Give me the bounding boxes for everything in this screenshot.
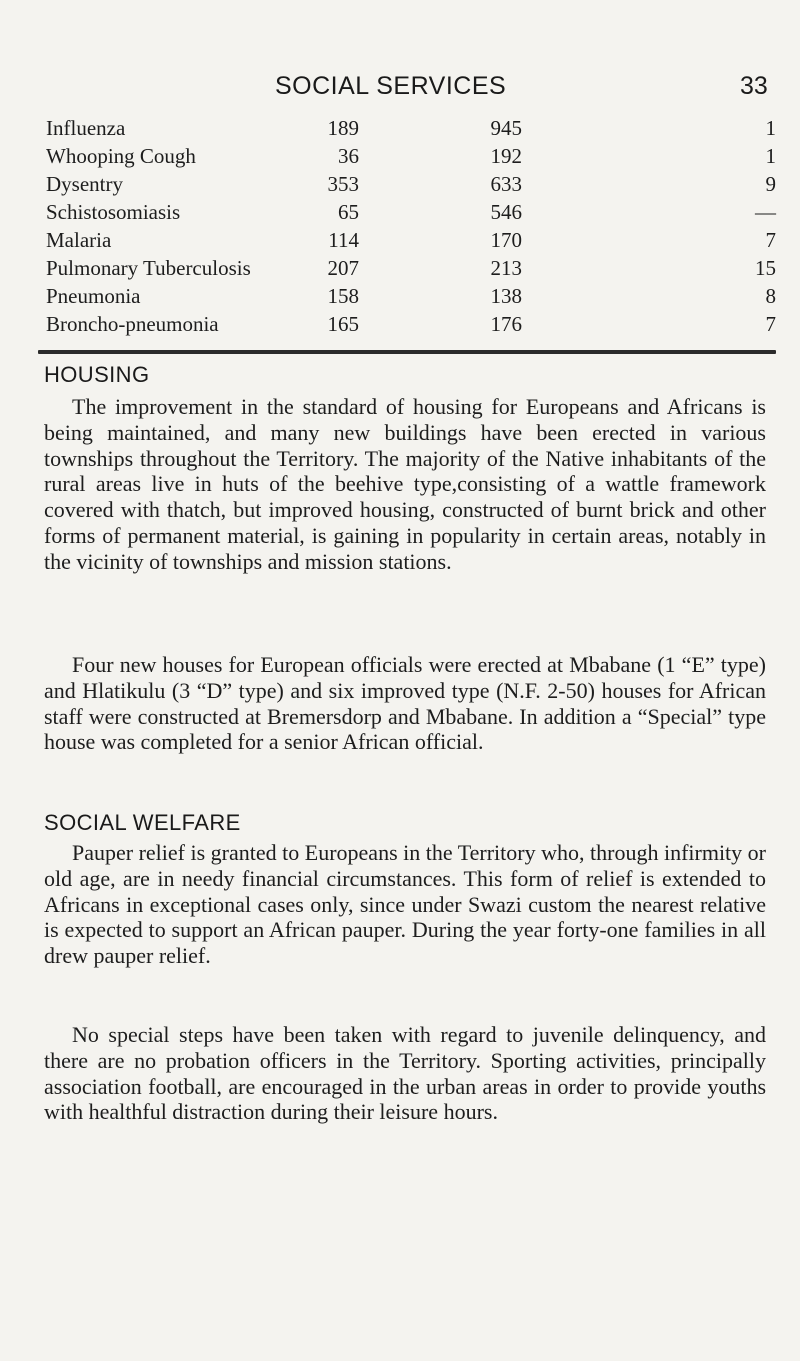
social-welfare-heading: SOCIAL WELFARE	[44, 810, 241, 835]
disease-statistics-table	[46, 114, 776, 338]
value-cell-3: 9	[765, 171, 776, 196]
table-row	[46, 226, 776, 254]
page-number: 33	[740, 72, 768, 100]
disease-name-cell: Influenza	[46, 115, 126, 140]
value-cell-3: 8	[765, 283, 776, 308]
value-cell-1: 189	[327, 115, 359, 140]
table-row	[46, 114, 776, 142]
disease-name-cell: Schistosomiasis	[46, 199, 181, 224]
table-row	[46, 310, 776, 338]
social-welfare-paragraph-1	[44, 840, 766, 969]
housing-paragraph-1	[44, 394, 766, 575]
table-row	[46, 170, 776, 198]
value-cell-3: 7	[765, 311, 776, 336]
value-cell-1: 353	[327, 171, 359, 196]
housing-paragraph-1-text: The improvement in the standard of housing for Europeans and Africans is being maintained, and many new buildings have been erected in various townships throughout the Territory. The majority of the Native inhabitants of the rural areas live in huts of the beehive type,consisting of a wattle framework covered with thatch, but improved housing, constructed of burnt brick and other forms of permanent material, is gaining in popularity in certain areas, notably in the vicinity of townships and mission stations.	[44, 394, 766, 574]
table-row	[46, 282, 776, 310]
value-cell-1: 36	[338, 143, 359, 168]
value-cell-1: 165	[327, 311, 359, 336]
disease-name-cell: Malaria	[46, 227, 112, 252]
value-cell-2: 192	[490, 143, 522, 168]
disease-name-cell: Pulmonary Tuberculosis	[46, 255, 251, 280]
value-cell-3: —	[755, 199, 776, 224]
value-cell-3: 1	[765, 143, 776, 168]
housing-paragraph-2	[44, 652, 766, 755]
value-cell-1: 158	[327, 283, 359, 308]
disease-name-cell: Whooping Cough	[46, 143, 196, 168]
value-cell-2: 213	[490, 255, 522, 280]
table-row	[46, 142, 776, 170]
value-cell-3: 15	[755, 255, 776, 280]
value-cell-2: 138	[490, 283, 522, 308]
page-title: SOCIAL SERVICES	[275, 72, 507, 100]
housing-heading: HOUSING	[44, 362, 150, 387]
value-cell-3: 1	[765, 115, 776, 140]
value-cell-2: 633	[490, 171, 522, 196]
housing-paragraph-2-text: Four new houses for European officials were erected at Mbabane (1 “E” type) and Hlatikulu (3 “D” type) and six improved type (N.F. 2-50) houses for African staff were constructed at Bremersdorp and Mbabane. In addition a “Special” type house was completed for a senior African official.	[44, 652, 766, 755]
value-cell-3: 7	[765, 227, 776, 252]
table-row	[46, 198, 776, 226]
table-bottom-rule	[38, 350, 776, 354]
value-cell-2: 945	[490, 115, 522, 140]
value-cell-2: 546	[490, 199, 522, 224]
disease-name-cell: Broncho-pneumonia	[46, 311, 219, 336]
value-cell-2: 170	[490, 227, 522, 252]
social-welfare-paragraph-2	[44, 1022, 766, 1125]
value-cell-1: 65	[338, 199, 359, 224]
table-row	[46, 254, 776, 282]
disease-name-cell: Dysentry	[46, 171, 123, 196]
value-cell-2: 176	[490, 311, 522, 336]
value-cell-1: 114	[328, 227, 359, 252]
social-welfare-paragraph-2-text: No special steps have been taken with regard to juvenile delinquency, and there are no probation officers in the Territory. Sporting activities, principally association football, are encouraged in the urban areas in order to provide youths with healthful distraction during their leisure hours.	[44, 1022, 766, 1125]
running-header	[0, 72, 800, 106]
social-welfare-paragraph-1-text: Pauper relief is granted to Europeans in the Territory who, through infirmity or old age, are in needy financial circumstances. This form of relief is extended to Africans in exceptional cases only, since under Swazi custom the nearest relative is expected to support an African pauper. During the year forty-one families in all drew pauper relief.	[44, 840, 766, 969]
value-cell-1: 207	[327, 255, 359, 280]
disease-name-cell: Pneumonia	[46, 283, 141, 308]
